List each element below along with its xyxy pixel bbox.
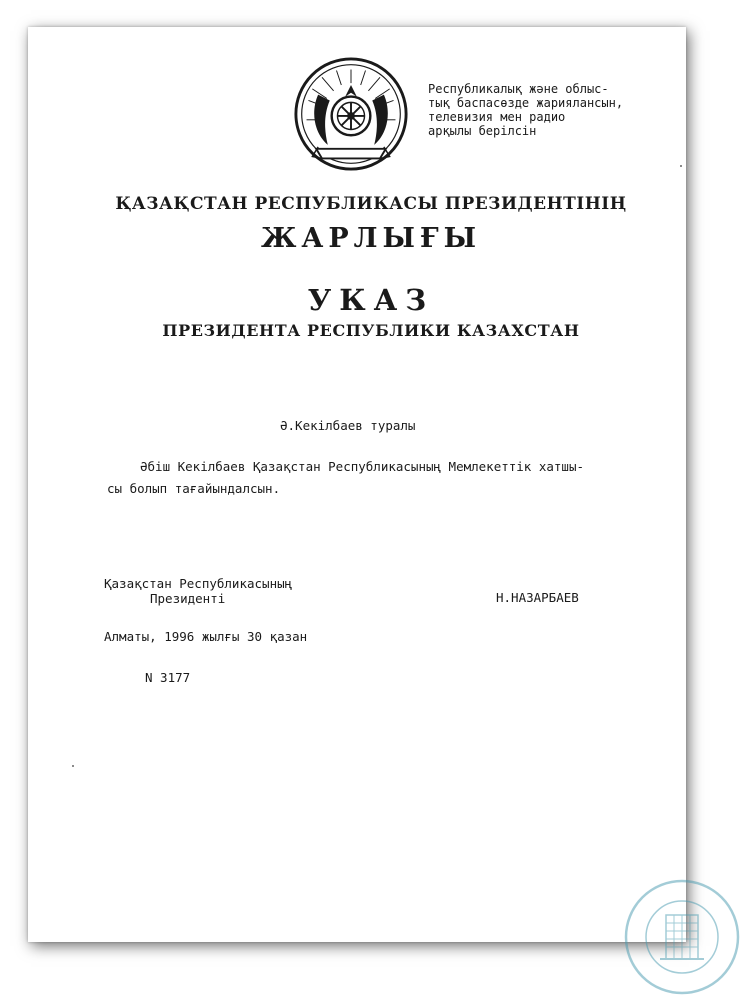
decree-header-ru-line2: ПРЕЗИДЕНТА РЕСПУБЛИКИ КАЗАХСТАН [162,321,580,340]
publication-note-line: арқылы берілсін [428,124,537,138]
decree-subject: Ә.Кекілбаев туралы [280,418,416,433]
decree-number: N 3177 [145,670,191,685]
place-and-date: Алматы, 1996 жылғы 30 қазан [104,629,308,644]
state-emblem-icon [293,56,409,172]
publication-note-line: телевизия мен радио [428,110,566,124]
paper-speck [72,765,74,767]
archive-building-icon [622,877,742,997]
decree-header-kk-line1: ҚАЗАҚСТАН РЕСПУБЛИКАСЫ ПРЕЗИДЕНТІНІҢ [115,194,627,214]
publication-note-line: Республикалық және облыс- [428,82,609,96]
paper-speck [680,165,682,167]
signatory-title-line: Президенті [150,591,226,606]
decree-header-ru-line1: УКАЗ [307,283,435,317]
publication-note [428,82,678,138]
decree-body-line: Әбіш Кекілбаев Қазақстан Республикасының Мемлекеттік хатшы- [140,459,585,474]
signatory-name: Н.НАЗАРБАЕВ [496,590,579,605]
decree-body-line: сы болып тағайындалсын. [107,481,281,496]
publication-note-line: тық баспасөзде жариялансын, [428,96,624,110]
signatory-title-line: Қазақстан Республикасының [104,576,293,591]
decree-header-kk-line2: ЖАРЛЫҒЫ [260,223,482,254]
